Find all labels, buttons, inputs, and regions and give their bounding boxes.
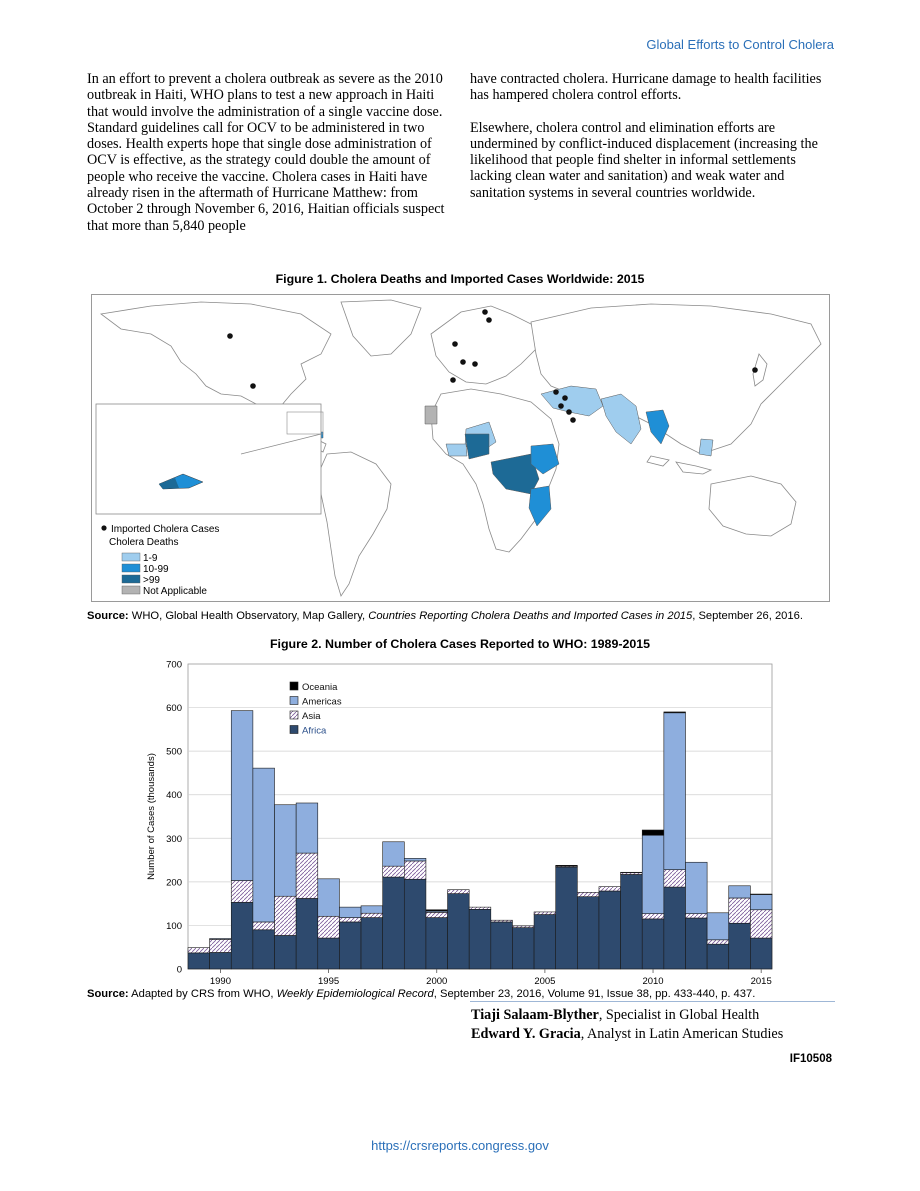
- bar-asia-1998: [383, 866, 405, 877]
- bar-asia-2003: [491, 920, 513, 922]
- legend-item-over-99: >99: [143, 575, 160, 586]
- legend-swatch-americas: [290, 697, 298, 705]
- bar-africa-1996: [339, 922, 361, 969]
- divider: [470, 1001, 835, 1002]
- bar-americas-2013: [707, 913, 729, 940]
- doc-number: IF10508: [789, 1053, 832, 1065]
- bar-africa-1989: [188, 953, 210, 969]
- left-paragraph: In an effort to prevent a cholera outbreak as severe as the 2010 outbreak in Haiti, WHO plans to test a new approach in Haiti that would involve the administration of a single vaccine dose. Standard guidelines call for OCV to be administered in two doses. Health experts hope that single dose administration of OCV is effective, as the strategy could double the amount of people who receive the vaccine. Cholera cases in Haiti have already risen in the aftermath of Hurricane Matthew: from October 2 through November 6, 2016, Haitian officials suspect that more than 5,840 people: [87, 71, 445, 234]
- bar-asia-2014: [729, 898, 751, 923]
- legend-swatch-asia: [290, 711, 298, 719]
- bar-americas-1999: [404, 858, 426, 861]
- y-tick-label: 100: [166, 920, 182, 932]
- legend-item-1-9: 1-9: [143, 553, 158, 564]
- y-tick-label: 700: [166, 659, 182, 671]
- y-tick-label: 300: [166, 833, 182, 845]
- bar-americas-1990: [210, 939, 232, 940]
- bar-africa-2013: [707, 944, 729, 969]
- bar-asia-2002: [469, 907, 491, 909]
- right-column: [470, 71, 835, 217]
- bar-asia-1994: [296, 853, 318, 898]
- author-1: Tiaji Salaam-Blyther, Specialist in Global Health: [471, 1007, 760, 1023]
- x-tick-label: 2010: [642, 976, 664, 987]
- bar-asia-2007: [577, 892, 599, 896]
- bar-asia-1995: [318, 916, 340, 938]
- x-tick-label: 2000: [426, 976, 448, 987]
- left-column: [87, 71, 452, 250]
- figure1-source: Source: WHO, Global Health Observatory, Map Gallery, Countries Reporting Cholera Deaths and Imported Cases in 2015, September 26, 2016.: [87, 610, 803, 622]
- bar-africa-2007: [577, 897, 599, 969]
- legend-item-10-99: 10-99: [143, 564, 169, 575]
- legend-swatch-africa: [290, 726, 298, 734]
- bar-asia-1996: [339, 918, 361, 922]
- author-2: Edward Y. Gracia, Analyst in Latin American Studies: [471, 1026, 784, 1042]
- bar-oceania-2010: [642, 830, 664, 835]
- bar-africa-2012: [685, 918, 707, 969]
- bar-asia-2001: [448, 890, 470, 894]
- legend-imported: Imported Cholera Cases: [111, 524, 220, 535]
- bar-africa-2014: [729, 923, 751, 969]
- bar-africa-2000: [426, 918, 448, 969]
- legend-label-americas: Americas: [302, 696, 342, 708]
- y-tick-label: 0: [176, 964, 182, 976]
- bar-asia-1999: [404, 861, 426, 879]
- bar-asia-1989: [188, 948, 210, 953]
- cholera-cases-chart: [140, 656, 780, 988]
- chart-svg: [140, 656, 780, 988]
- bar-americas-1995: [318, 879, 340, 916]
- bar-africa-2003: [491, 922, 513, 969]
- y-tick-label: 200: [166, 877, 182, 889]
- bar-africa-1990: [210, 952, 232, 969]
- bar-asia-2012: [685, 914, 707, 918]
- figure1-title: Figure 1. Cholera Deaths and Imported Cases Worldwide: 2015: [275, 272, 645, 286]
- figure2-title: Figure 2. Number of Cholera Cases Reported to WHO: 1989-2015: [269, 637, 651, 651]
- bar-africa-2015: [750, 938, 772, 969]
- bar-africa-2004: [512, 928, 534, 969]
- bar-asia-2000: [426, 912, 448, 917]
- bar-americas-2010: [642, 835, 664, 913]
- bar-asia-2015: [750, 910, 772, 938]
- right-paragraph-1: have contracted cholera. Hurricane damage to health facilities has hampered cholera control efforts.: [470, 71, 822, 104]
- bar-africa-2005: [534, 915, 556, 969]
- bar-americas-2014: [729, 886, 751, 898]
- legend-deaths-heading: Cholera Deaths: [109, 537, 179, 548]
- legend-swatch-oceania: [290, 682, 298, 690]
- bar-africa-2006: [556, 867, 578, 969]
- bar-americas-2012: [685, 862, 707, 913]
- running-head: Global Efforts to Control Cholera: [646, 37, 834, 52]
- bar-americas-1997: [361, 906, 383, 913]
- bar-asia-2010: [642, 914, 664, 919]
- bar-africa-2010: [642, 919, 664, 969]
- x-tick-label: 2005: [534, 976, 556, 987]
- legend-item-na: Not Applicable: [143, 586, 207, 597]
- bar-asia-2008: [599, 887, 621, 891]
- bar-oceania-2006: [556, 865, 578, 866]
- bar-americas-1992: [253, 768, 275, 922]
- bar-americas-2015: [750, 894, 772, 909]
- bar-asia-1992: [253, 922, 275, 930]
- footer-url[interactable]: https://crsreports.congress.gov: [371, 1138, 549, 1153]
- world-map-image: [91, 294, 830, 602]
- bar-africa-1995: [318, 938, 340, 969]
- bar-africa-1999: [404, 879, 426, 969]
- bar-americas-1993: [275, 805, 297, 897]
- bar-africa-1997: [361, 918, 383, 969]
- bar-americas-1991: [231, 711, 253, 881]
- bar-asia-1991: [231, 881, 253, 903]
- bar-oceania-2011: [664, 712, 686, 713]
- right-paragraph-2: Elsewhere, cholera control and elimination efforts are undermined by conflict-induced displacement (increasing the likelihood that people find shelter in informal settlements lacking clean water and sanitation) and weak water and sanitation systems in several countries worldwide.: [470, 119, 818, 201]
- y-tick-label: 600: [166, 703, 182, 715]
- bar-africa-2002: [469, 909, 491, 969]
- bar-asia-1990: [210, 939, 232, 952]
- bar-africa-1992: [253, 930, 275, 969]
- bar-americas-1998: [383, 842, 405, 866]
- bar-africa-1991: [231, 902, 253, 969]
- bar-oceania-2015: [750, 894, 772, 895]
- bar-asia-1993: [275, 896, 297, 935]
- y-tick-label: 500: [166, 746, 182, 758]
- y-axis-label: Number of Cases (thousands): [146, 753, 157, 880]
- x-tick-label: 1995: [318, 976, 340, 987]
- bar-asia-1997: [361, 913, 383, 917]
- bar-africa-2001: [448, 894, 470, 969]
- bar-americas-1994: [296, 803, 318, 853]
- bar-americas-1996: [339, 907, 361, 917]
- legend-label-africa: Africa: [302, 725, 327, 737]
- bar-africa-2011: [664, 887, 686, 969]
- bar-africa-1993: [275, 935, 297, 969]
- bar-oceania-2000: [426, 910, 448, 911]
- cholera-world-map: [91, 294, 830, 602]
- figure2-source: Source: Adapted by CRS from WHO, Weekly Epidemiological Record, September 23, 2016, Volume 91, Issue 38, pp. 433-440, p. 437.: [87, 988, 756, 1000]
- x-tick-label: 1990: [209, 976, 232, 987]
- y-tick-label: 400: [166, 790, 182, 802]
- legend-label-asia: Asia: [302, 711, 321, 722]
- authors-block: [471, 1006, 783, 1044]
- bar-africa-1998: [383, 877, 405, 969]
- x-tick-label: 2015: [750, 976, 772, 987]
- bar-asia-2005: [534, 912, 556, 915]
- bar-africa-2008: [599, 891, 621, 969]
- bar-africa-1994: [296, 898, 318, 969]
- bar-oceania-2009: [621, 872, 643, 873]
- legend-label-oceania: Oceania: [302, 682, 338, 693]
- bar-asia-2011: [664, 870, 686, 887]
- bar-africa-2009: [621, 874, 643, 969]
- bar-asia-2013: [707, 940, 729, 944]
- bar-americas-2011: [664, 713, 686, 870]
- bar-asia-2004: [512, 926, 534, 928]
